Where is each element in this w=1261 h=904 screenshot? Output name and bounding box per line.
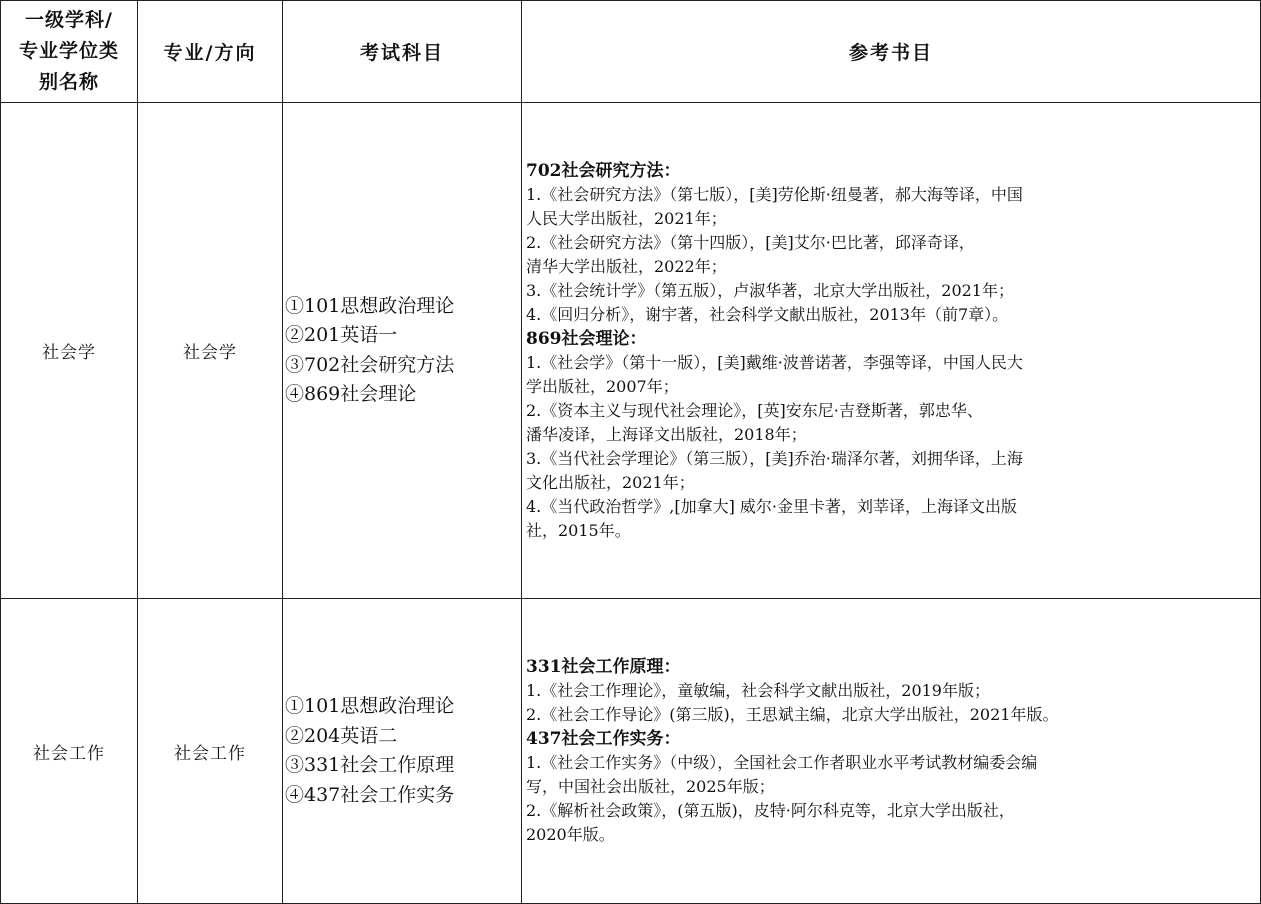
reference-line: 3.《当代社会学理论》（第三版），[美]乔治·瑞泽尔著，刘拥华译，上海 [526, 448, 1023, 468]
reference-heading: 331社会工作原理： [526, 657, 681, 677]
header-subjects: 考试科目 [283, 1, 522, 103]
subjects-cell [283, 103, 522, 599]
subject-item: ①101思想政治理论 [285, 294, 455, 317]
subjects-cell [283, 599, 522, 904]
reference-line: 人民大学出版社，2021年； [526, 208, 727, 228]
reference-line: 清华大学出版社，2022年； [526, 256, 727, 276]
header-discipline [1, 1, 138, 103]
subject-item: ②201英语一 [285, 324, 398, 346]
reference-line: 社，2015年。 [526, 520, 631, 540]
header-references: 参考书目 [522, 1, 1261, 103]
reference-line: 2.《资本主义与现代社会理论》，[英]安东尼·吉登斯著，郭忠华、 [526, 400, 983, 420]
reference-line: 4.《回归分析》，谢宇著，社会科学文献出版社，2013年（前7章）。 [526, 304, 1009, 324]
discipline-cell: 社会工作 [1, 599, 138, 904]
header-discipline-line: 别名称 [38, 71, 99, 93]
reference-line: 学出版社，2007年； [526, 376, 679, 396]
reference-line: 写，中国社会出版社，2025年版； [526, 777, 775, 796]
reference-line: 文化出版社，2021年； [526, 472, 695, 492]
table-row [1, 599, 1261, 904]
subject-item: ②204英语二 [285, 724, 398, 747]
reference-line: 1.《社会工作理论》，童敏编，社会科学文献出版社，2019年版； [526, 681, 990, 700]
reference-line: 2.《解析社会政策》，(第五版)，皮特·阿尔科克等，北京大学出版社， [526, 801, 1015, 820]
subject-item: ④437社会工作实务 [285, 783, 455, 806]
major-cell: 社会工作 [138, 599, 283, 904]
reference-line: 1.《社会研究方法》（第七版），[美]劳伦斯·纽曼著，郝大海等译，中国 [526, 184, 1023, 204]
major-cell: 社会学 [138, 103, 283, 599]
reference-line: 2.《社会工作导论》(第三版)，王思斌主编，北京大学出版社，2021年版。 [526, 705, 1059, 724]
reference-line: 1.《社会学》（第十一版），[美]戴维·波普诺著，李强等译，中国人民大 [526, 352, 1023, 372]
reference-heading: 869社会理论： [526, 328, 647, 349]
reference-heading: 437社会工作实务： [526, 729, 681, 749]
reference-line: 1.《社会工作实务》（中级），全国社会工作者职业水平考试教材编委会编 [526, 753, 1038, 772]
reference-line: 潘华凌译，上海译文出版社，2018年； [526, 424, 807, 444]
references-cell [522, 599, 1261, 904]
reference-line: 2.《社会研究方法》（第十四版），[美]艾尔·巴比著，邱泽奇译， [526, 232, 975, 252]
subject-item: ③331社会工作原理 [285, 754, 455, 776]
table-row [1, 103, 1261, 599]
header-major: 专业/方向 [138, 1, 283, 103]
references-cell [522, 103, 1261, 599]
reference-heading: 702社会研究方法： [526, 160, 681, 181]
reference-line: 4.《当代政治哲学》,[加拿大] 威尔·金里卡著，刘莘译，上海译文出版 [526, 496, 1018, 516]
reference-line: 2020年版。 [526, 825, 615, 844]
discipline-cell: 社会学 [1, 103, 138, 599]
header-row [1, 1, 1261, 103]
subject-item: ③702社会研究方法 [285, 353, 455, 376]
subject-item: ①101思想政治理论 [285, 695, 455, 717]
header-discipline-line: 专业学位类 [18, 40, 119, 62]
header-discipline-line: 一级学科/ [25, 9, 113, 31]
subject-item: ④869社会理论 [285, 383, 417, 405]
reference-line: 3.《社会统计学》（第五版），卢淑华著，北京大学出版社，2021年； [526, 280, 1014, 300]
